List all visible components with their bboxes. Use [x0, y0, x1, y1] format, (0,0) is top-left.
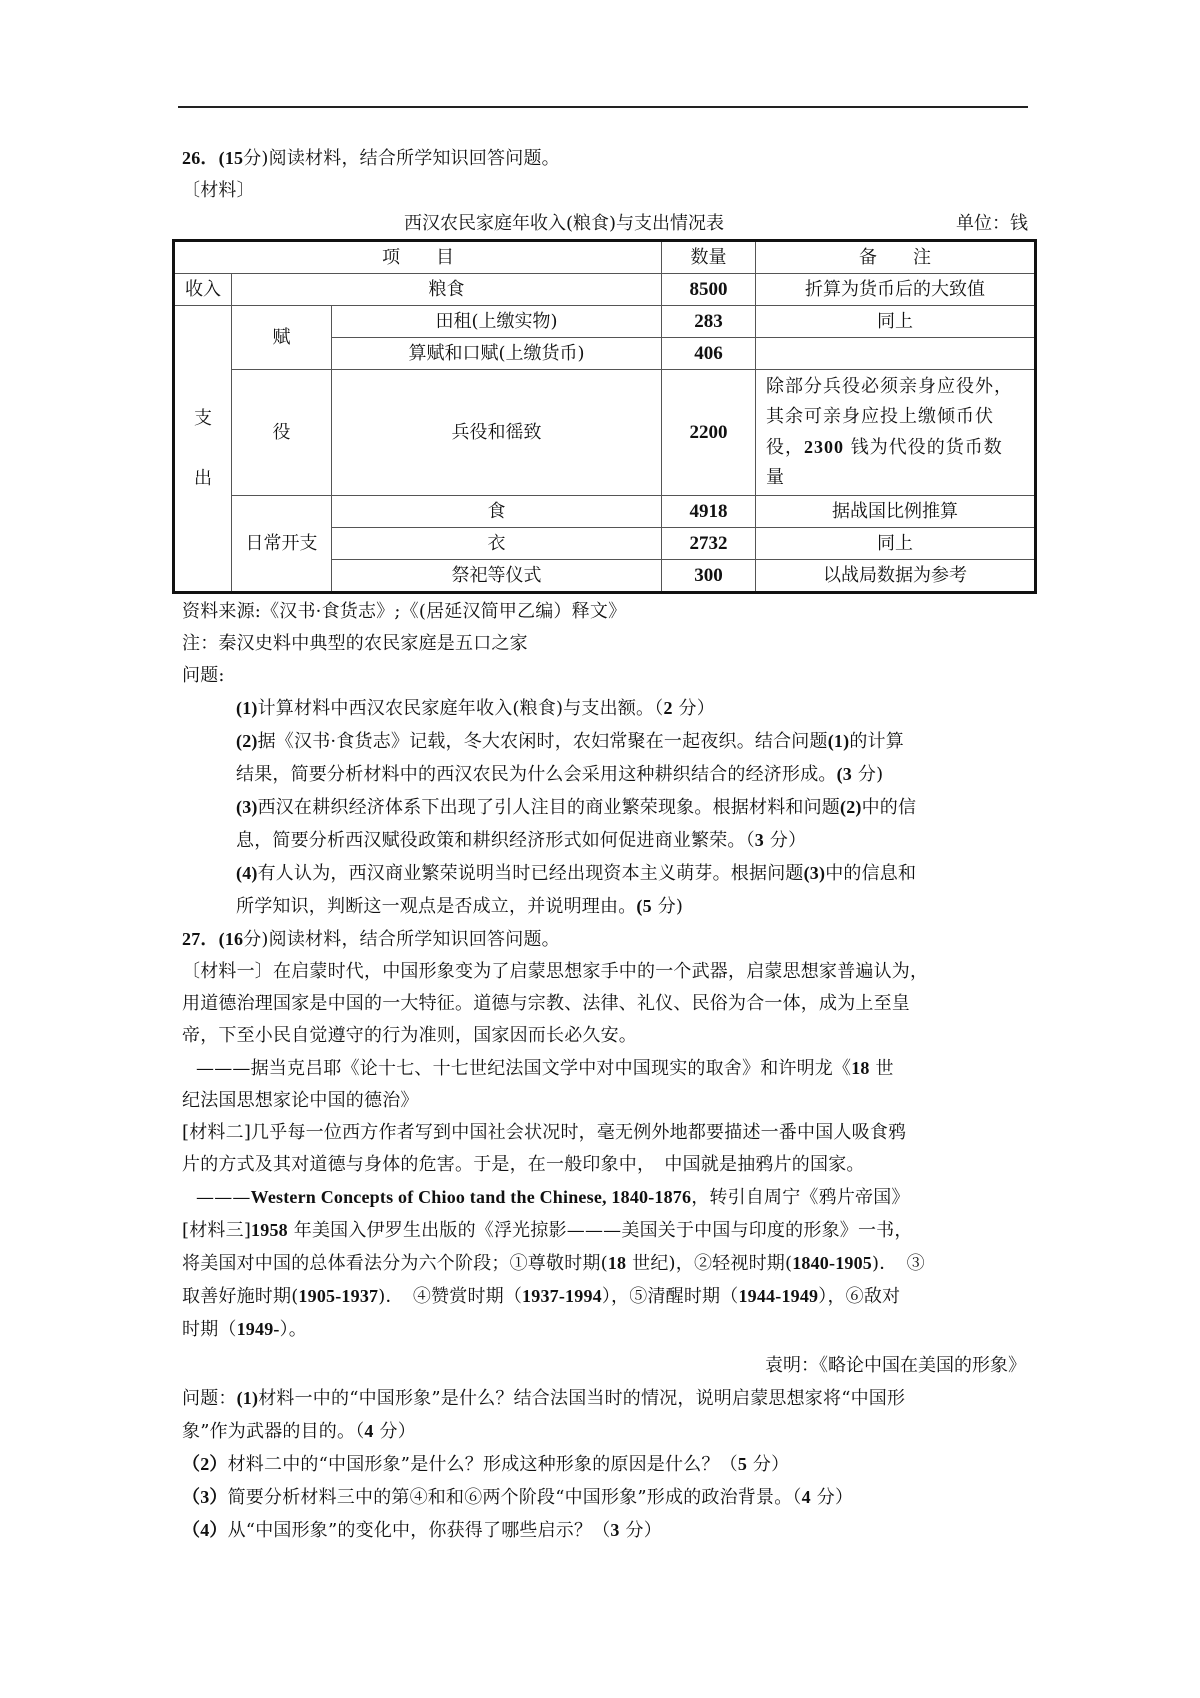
- yi-note: [756, 370, 1036, 496]
- questions-label: 问题:: [182, 665, 225, 686]
- expense-label: [174, 306, 232, 593]
- yi-note-line: 其余可亲身应投上缴倾币伏: [766, 406, 995, 427]
- table-row: [174, 306, 1036, 338]
- q26-question-2-cont: 结果，简要分析材料中的西汉农民为什么会采用这种耕织结合的经济形成。(3 分): [236, 764, 884, 785]
- material-1-citation-cont: 纪法国思想家论中国的德治》: [182, 1090, 419, 1111]
- fu-item: 算赋和口赋(上缴货币): [332, 338, 662, 370]
- fu-qty: 283: [662, 306, 756, 338]
- daily-note: 据战国比例推算: [756, 496, 1036, 528]
- fu-qty: 406: [662, 338, 756, 370]
- q27-question-3: （3）简要分析材料三中的第④和和⑥两个阶段“中国形象”形成的政治背景。（4 分）: [182, 1487, 854, 1508]
- material-2-citation: ———Western Concepts of Chioo tand the Chinese, 1840-1876，转引自周宁《鸦片帝国》: [196, 1187, 910, 1208]
- daily-note: 以战局数据为参考: [756, 560, 1036, 593]
- yi-item: 兵役和徭致: [332, 370, 662, 496]
- q26-points: 15: [224, 148, 244, 168]
- table-row: [174, 370, 1036, 496]
- yi-note-number: 2300: [804, 437, 845, 457]
- table-row-income: [174, 274, 1036, 306]
- q26-header: 26．(15分)阅读材料，结合所学知识回答问题。: [182, 148, 560, 169]
- q27-question-4: （4）从“中国形象”的变化中，你获得了哪些启示？（3 分）: [182, 1520, 662, 1541]
- q26-material-label: 〔材料〕: [182, 180, 255, 201]
- material-1-line: 〔材料一〕在启蒙时代，中国形象变为了启蒙思想家手中的一个武器，启蒙思想家普遍认为，: [182, 961, 929, 982]
- daily-item: 祭祀等仪式: [332, 560, 662, 593]
- q26-question-4-cont: 所学知识，判断这一观点是否成立，并说明理由。(5 分): [236, 896, 684, 917]
- q27-number: 27: [182, 929, 201, 949]
- fu-label: 赋: [232, 306, 332, 370]
- expense-label-top: 支: [194, 407, 212, 429]
- daily-qty: 4918: [662, 496, 756, 528]
- q26-question-3-cont: 息，简要分析西汉赋役政策和耕织经济形式如何促进商业繁荣。（3 分）: [236, 830, 807, 851]
- daily-qty: 2732: [662, 528, 756, 560]
- material-1-citation: ———据当克吕耶《论十七、十七世纪法国文学中对中国现实的取舍》和许明龙《18 世: [196, 1058, 894, 1079]
- q27-question-1: 问题：(1)材料一中的“中国形象”是什么？结合法国当时的情况，说明启蒙思想家将“中国形: [182, 1388, 906, 1409]
- table-header-row: [174, 241, 1036, 274]
- q26-question-3: (3)西汉在耕织经济体系下出现了引人注目的商业繁荣现象。根据材料和问题(2)中的信: [236, 797, 917, 818]
- yi-note-line: 量: [766, 467, 786, 488]
- income-note: 折算为货币后的大致值: [756, 274, 1036, 306]
- income-label: 收入: [174, 274, 232, 306]
- income-item: 粮食: [232, 274, 662, 306]
- material-1-line: 帝，下至小民自觉遵守的行为准则，国家因而长必久安。: [182, 1025, 637, 1046]
- header-note: 备 注: [756, 241, 1036, 274]
- fu-note: [756, 338, 1036, 370]
- page-content: [182, 142, 1028, 1547]
- table-caption-row: [182, 209, 1028, 239]
- table-row: [174, 496, 1036, 528]
- income-expense-table: [172, 239, 1037, 594]
- q27-question-2: （2）材料二中的“中国形象”是什么？形成这种形象的原因是什么？（5 分）: [182, 1454, 790, 1475]
- material-3-citation: 袁明：《略论中国在美国的形象》: [765, 1355, 1026, 1376]
- q26-question-1: (1)计算材料中西汉农民家庭年收入(粮食)与支出额。（2 分）: [236, 698, 715, 719]
- yi-qty: 2200: [662, 370, 756, 496]
- yi-label: 役: [232, 370, 332, 496]
- material-3-line: [材料三]1958 年美国入伊罗生出版的《浮光掠影———美国关于中国与印度的形象》一书，: [182, 1220, 913, 1241]
- q27-header-text: 分)阅读材料，结合所学知识回答问题。: [243, 929, 560, 950]
- material-2-line: 片的方式及其对道德与身体的危害。于是，在一般印象中， 中国就是抽鸦片的国家。: [182, 1154, 865, 1175]
- table-wrapper: [172, 239, 1034, 594]
- table-title: 西汉农民家庭年收入(粮食)与支出情况表: [404, 213, 725, 234]
- income-qty: 8500: [662, 274, 756, 306]
- q26-header-text: 分)阅读材料，结合所学知识回答问题。: [243, 148, 560, 169]
- table-source: 资料来源:《汉书·食货志》;《(居延汉简甲乙编）释文》: [182, 601, 627, 622]
- yi-note-line: 役，2300 钱为代役的货币数: [766, 437, 1003, 458]
- fu-item: 田租(上缴实物): [332, 306, 662, 338]
- material-3-line: 将美国对中国的总体看法分为六个阶段；①尊敬时期(18 世纪)，②轻视时期(1840-1905)． ③: [182, 1253, 925, 1274]
- daily-qty: 300: [662, 560, 756, 593]
- material-2-line: [材料二]几乎每一位西方作者写到中国社会状况时，毫无例外地都要描述一番中国人吸食鸦: [182, 1122, 907, 1143]
- daily-label: 日常开支: [232, 496, 332, 593]
- q27-header: 27．(16分)阅读材料，结合所学知识回答问题。: [182, 929, 560, 950]
- header-item: 项 目: [174, 241, 662, 274]
- q27-points: 16: [224, 929, 244, 949]
- daily-note: 同上: [756, 528, 1036, 560]
- material-1-line: 用道德治理国家是中国的一大特征。道德与宗教、法律、礼仪、民俗为合一体，成为上至皇: [182, 993, 910, 1014]
- yi-note-line: 除部分兵役必须亲身应役外，: [766, 376, 1014, 397]
- fu-note: 同上: [756, 306, 1036, 338]
- q26-question-2: (2)据《汉书·食货志》记载，冬大农闲时，农妇常聚在一起夜织。结合问题(1)的计算: [236, 731, 904, 752]
- q26-number: 26: [182, 148, 201, 168]
- daily-item: 食: [332, 496, 662, 528]
- header-rule: [178, 106, 1028, 108]
- expense-label-bottom: 出: [194, 467, 212, 489]
- table-note: 注：秦汉史料中典型的农民家庭是五口之家: [182, 633, 528, 654]
- q27-question-1-cont: 象”作为武器的目的。（4 分）: [182, 1421, 416, 1442]
- material-3-line: 时期（1949-）。: [182, 1319, 308, 1340]
- header-qty: 数量: [662, 241, 756, 274]
- material-3-line: 取善好施时期(1905-1937)． ④赞赏时期（1937-1994），⑤清醒时期（1944-1949），⑥敌对: [182, 1286, 901, 1307]
- table-unit: 单位：钱: [956, 213, 1028, 234]
- q26-question-4: (4)有人认为，西汉商业繁荣说明当时已经出现资本主义萌芽。根据问题(3)中的信息和: [236, 863, 917, 884]
- daily-item: 衣: [332, 528, 662, 560]
